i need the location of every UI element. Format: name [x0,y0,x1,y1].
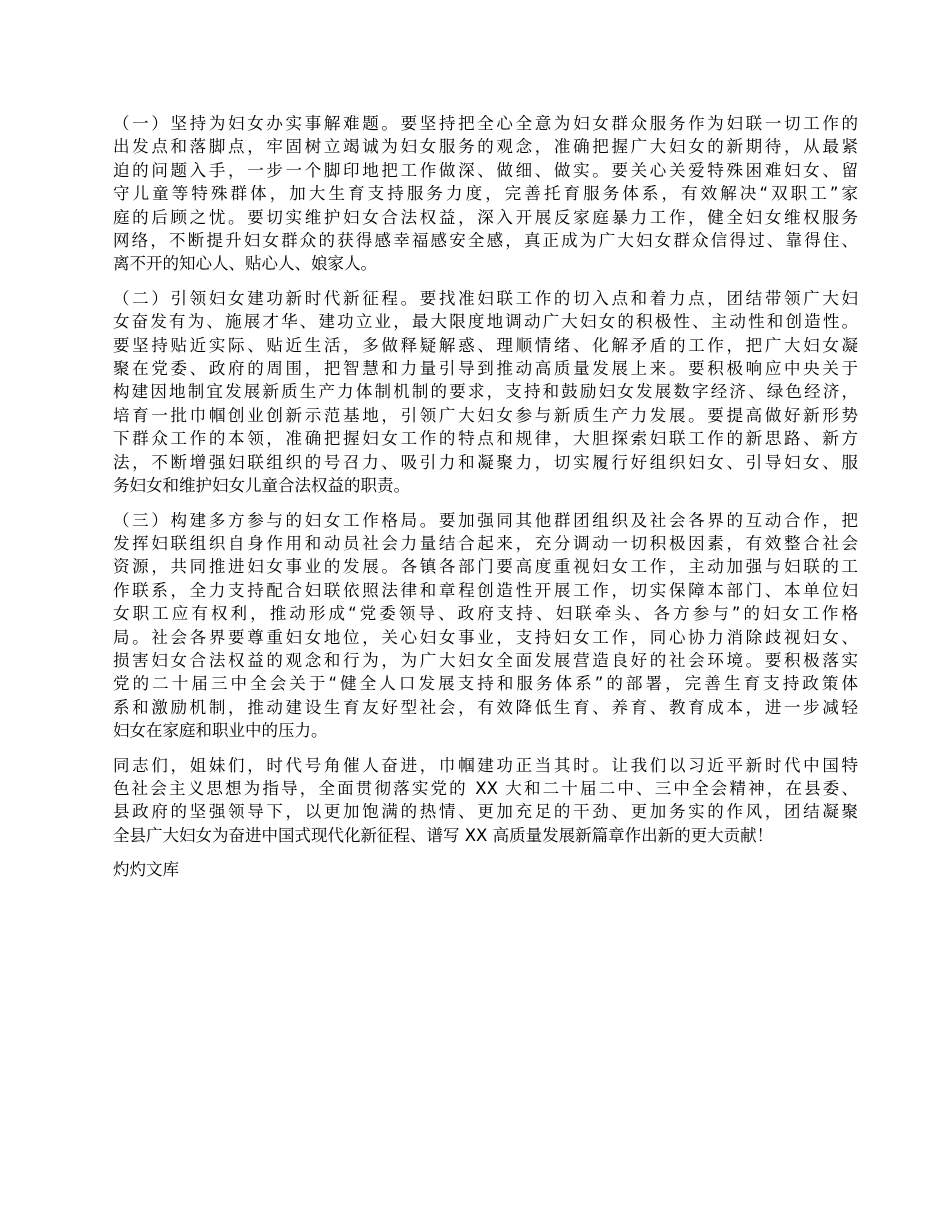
text-line: 资源，共同推进妇女事业的发展。各镇各部门要高度重视妇女工作，主动加强与妇联的工 [113,557,858,577]
footer-source-label: 灼灼文库 [113,860,179,880]
text-line: 县政府的坚强领导下，以更加饱满的热情、更加充足的干劲、更加务实的作风，团结凝聚 [113,802,858,822]
text-line: 妇女在家庭和职业中的压力。 [113,721,328,741]
text-line: 法，不断增强妇联组织的号召力、吸引力和凝聚力，切实履行好组织妇女、引导妇女、服 [113,452,858,472]
document-body [113,112,858,882]
paragraph-3 [113,509,858,743]
text-line: 女奋发有为、施展才华、建功立业，最大限度地调动广大妇女的积极性、主动性和创造性。 [113,312,858,332]
text-line: 作联系，全力支持配合妇联依照法律和章程创造性开展工作，切实保障本部门、本单位妇 [113,580,858,600]
text-line: 要坚持贴近实际、贴近生活，多做释疑解惑、理顺情绪、化解矛盾的工作，把广大妇女凝 [113,335,858,355]
text-line: 离不开的知心人、贴心人、娘家人。 [113,254,377,274]
paragraph-2 [113,287,858,498]
text-line: 全县广大妇女为奋进中国式现代化新征程、谱写 XX 高质量发展新篇章作出新的更大贡献！ [113,825,774,845]
text-line: 女职工应有权利，推动形成“党委领导、政府支持、妇联牵头、各方参与”的妇女工作格 [113,604,858,624]
text-line: 迫的问题入手，一步一个脚印地把工作做深、做细、做实。要关心关爱特殊困难妇女、留 [113,160,858,180]
paragraph-4 [113,754,858,848]
text-line: 发挥妇联组织自身作用和动员社会力量结合起来，充分调动一切积极因素，有效整合社会 [113,533,858,553]
text-line: 构建因地制宜发展新质生产力体制机制的要求，支持和鼓励妇女发展数字经济、绿色经济， [113,382,858,402]
text-line: 庭的后顾之忧。要切实维护妇女合法权益，深入开展反家庭暴力工作，健全妇女维权服务 [113,207,858,227]
text-line: 损害妇女合法权益的观念和行为，为广大妇女全面发展营造良好的社会环境。要积极落实 [113,650,858,670]
text-line: 培育一批巾帼创业创新示范基地，引领广大妇女参与新质生产力发展。要提高做好新形势 [113,405,858,425]
text-line: 守儿童等特殊群体，加大生育支持服务力度，完善托育服务体系，有效解决“双职工”家 [113,184,858,204]
text-line: 系和激励机制，推动建设生育友好型社会，有效降低生育、养育、教育成本，进一步减轻 [113,697,858,717]
paragraph-1 [113,112,858,276]
text-line: 网络，不断提升妇女群众的获得感幸福感安全感，真正成为广大妇女群众信得过、靠得住、 [113,231,858,251]
text-line: （二）引领妇女建功新时代新征程。要找准妇联工作的切入点和着力点，团结带领广大妇 [113,288,858,308]
text-line: 同志们，姐妹们，时代号角催人奋进，巾帼建功正当其时。让我们以习近平新时代中国特 [113,755,858,775]
text-line: 局。社会各界要尊重妇女地位，关心妇女事业，支持妇女工作，同心协力消除歧视妇女、 [113,627,858,647]
text-line: 下群众工作的本领，准确把握妇女工作的特点和规律，大胆探索妇联工作的新思路、新方 [113,429,858,449]
text-line: 党的二十届三中全会关于“健全人口发展支持和服务体系”的部署，完善生育支持政策体 [113,674,858,694]
text-line: 聚在党委、政府的周围，把智慧和力量引导到推动高质量发展上来。要积极响应中央关于 [113,359,858,379]
text-line: 务妇女和维护妇女儿童合法权益的职责。 [113,476,410,496]
text-line: 色社会主义思想为指导，全面贯彻落实党的 XX 大和二十届二中、三中全会精神，在县委、 [113,778,858,798]
text-line: （三）构建多方参与的妇女工作格局。要加强同其他群团组织及社会各界的互动合作，把 [113,510,858,530]
text-line: （一）坚持为妇女办实事解难题。要坚持把全心全意为妇女群众服务作为妇联一切工作的 [113,114,858,133]
text-line: 出发点和落脚点，牢固树立竭诚为妇女服务的观念，准确把握广大妇女的新期待，从最紧 [113,137,858,157]
